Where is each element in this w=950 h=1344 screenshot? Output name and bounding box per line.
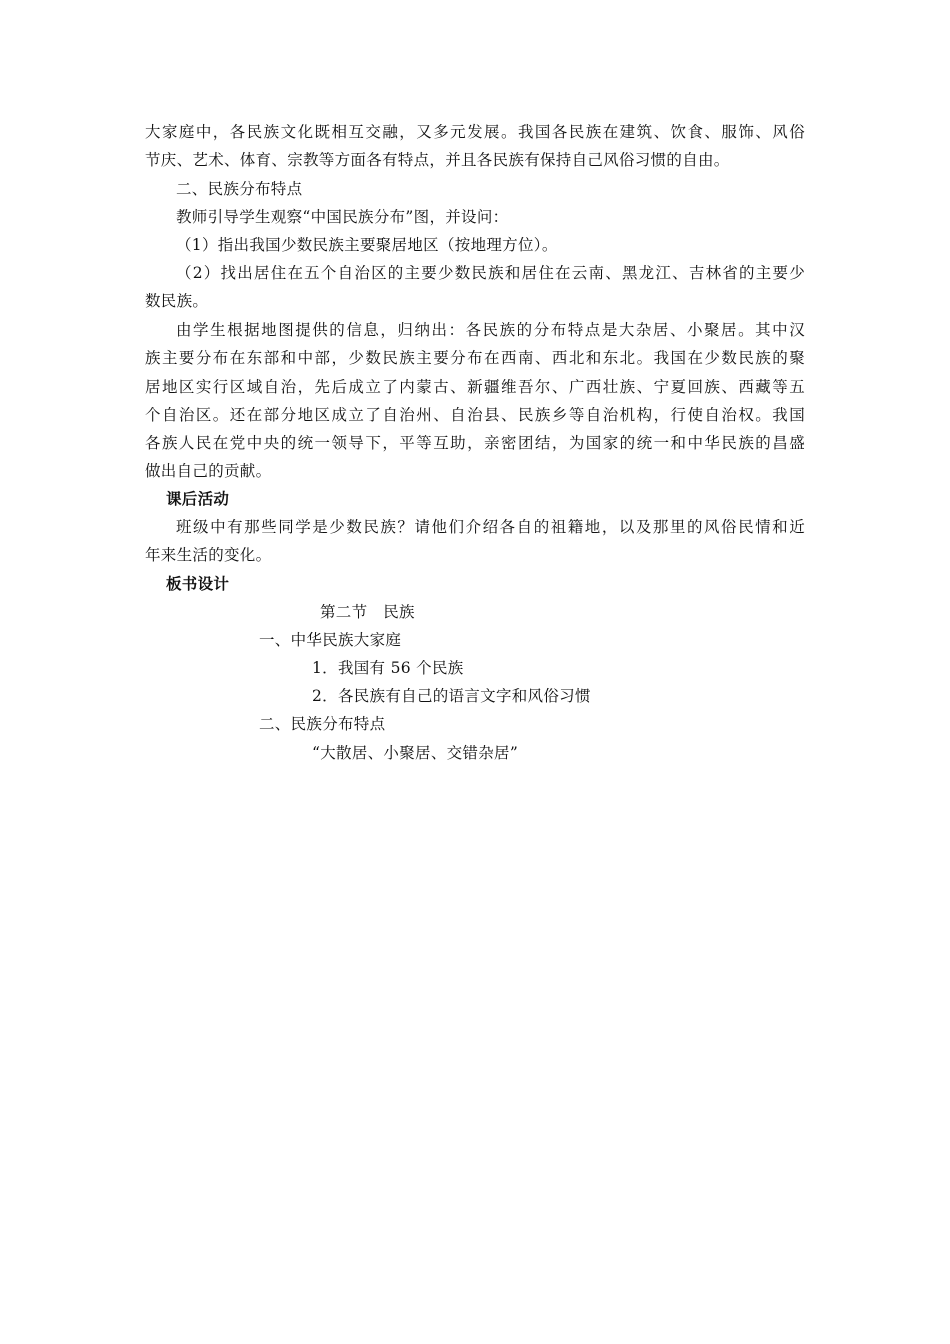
section2-guide: 教师引导学生观察“中国民族分布”图，并设问：: [176, 208, 509, 226]
board-design-heading: 板书设计: [166, 575, 230, 593]
intro-line-2: 节庆、艺术、体育、宗教等方面各有特点，并且各民族有保持自己风俗习惯的自由。: [145, 151, 730, 169]
board-title: 第二节 民族: [320, 603, 415, 621]
question-2-line-2: 数民族。: [145, 292, 209, 310]
summary-line-4: 个自治区。还在部分地区成立了自治州、自治县、民族乡等自治机构，行使自治权。我国: [145, 406, 805, 424]
after-class-line-2: 年来生活的变化。: [145, 546, 272, 564]
board-item-2: 二、民族分布特点: [259, 715, 386, 733]
question-2-line-1: （2）找出居住在五个自治区的主要少数民族和居住在云南、黑龙江、吉林省的主要少: [176, 264, 805, 282]
summary-line-3: 居地区实行区域自治，先后成立了内蒙古、新疆维吾尔、广西壮族、宁夏回族、西藏等五: [145, 378, 805, 396]
intro-line-1: 大家庭中，各民族文化既相互交融，又多元发展。我国各民族在建筑、饮食、服饰、风俗: [145, 123, 805, 141]
summary-line-6: 做出自己的贡献。: [145, 462, 272, 480]
board-item-1-1: 1．我国有 56 个民族: [312, 659, 464, 677]
question-1: （1）指出我国少数民族主要聚居地区（按地理方位）。: [176, 236, 558, 254]
summary-line-5: 各族人民在党中央的统一领导下，平等互助，亲密团结，为国家的统一和中华民族的昌盛: [145, 434, 805, 452]
section2-heading: 二、民族分布特点: [176, 180, 303, 198]
board-item-2-1: “大散居、小聚居、交错杂居”: [312, 744, 519, 762]
after-class-line-1: 班级中有那些同学是少数民族？请他们介绍各自的祖籍地，以及那里的风俗民情和近: [176, 518, 805, 536]
after-class-heading: 课后活动: [166, 490, 230, 508]
summary-line-2: 族主要分布在东部和中部，少数民族主要分布在西南、西北和东北。我国在少数民族的聚: [145, 349, 805, 367]
summary-line-1: 由学生根据地图提供的信息，归纳出：各民族的分布特点是大杂居、小聚居。其中汉: [176, 321, 805, 339]
board-item-1-2: 2．各民族有自己的语言文字和风俗习惯: [312, 687, 591, 705]
board-item-1: 一、中华民族大家庭: [259, 631, 402, 649]
